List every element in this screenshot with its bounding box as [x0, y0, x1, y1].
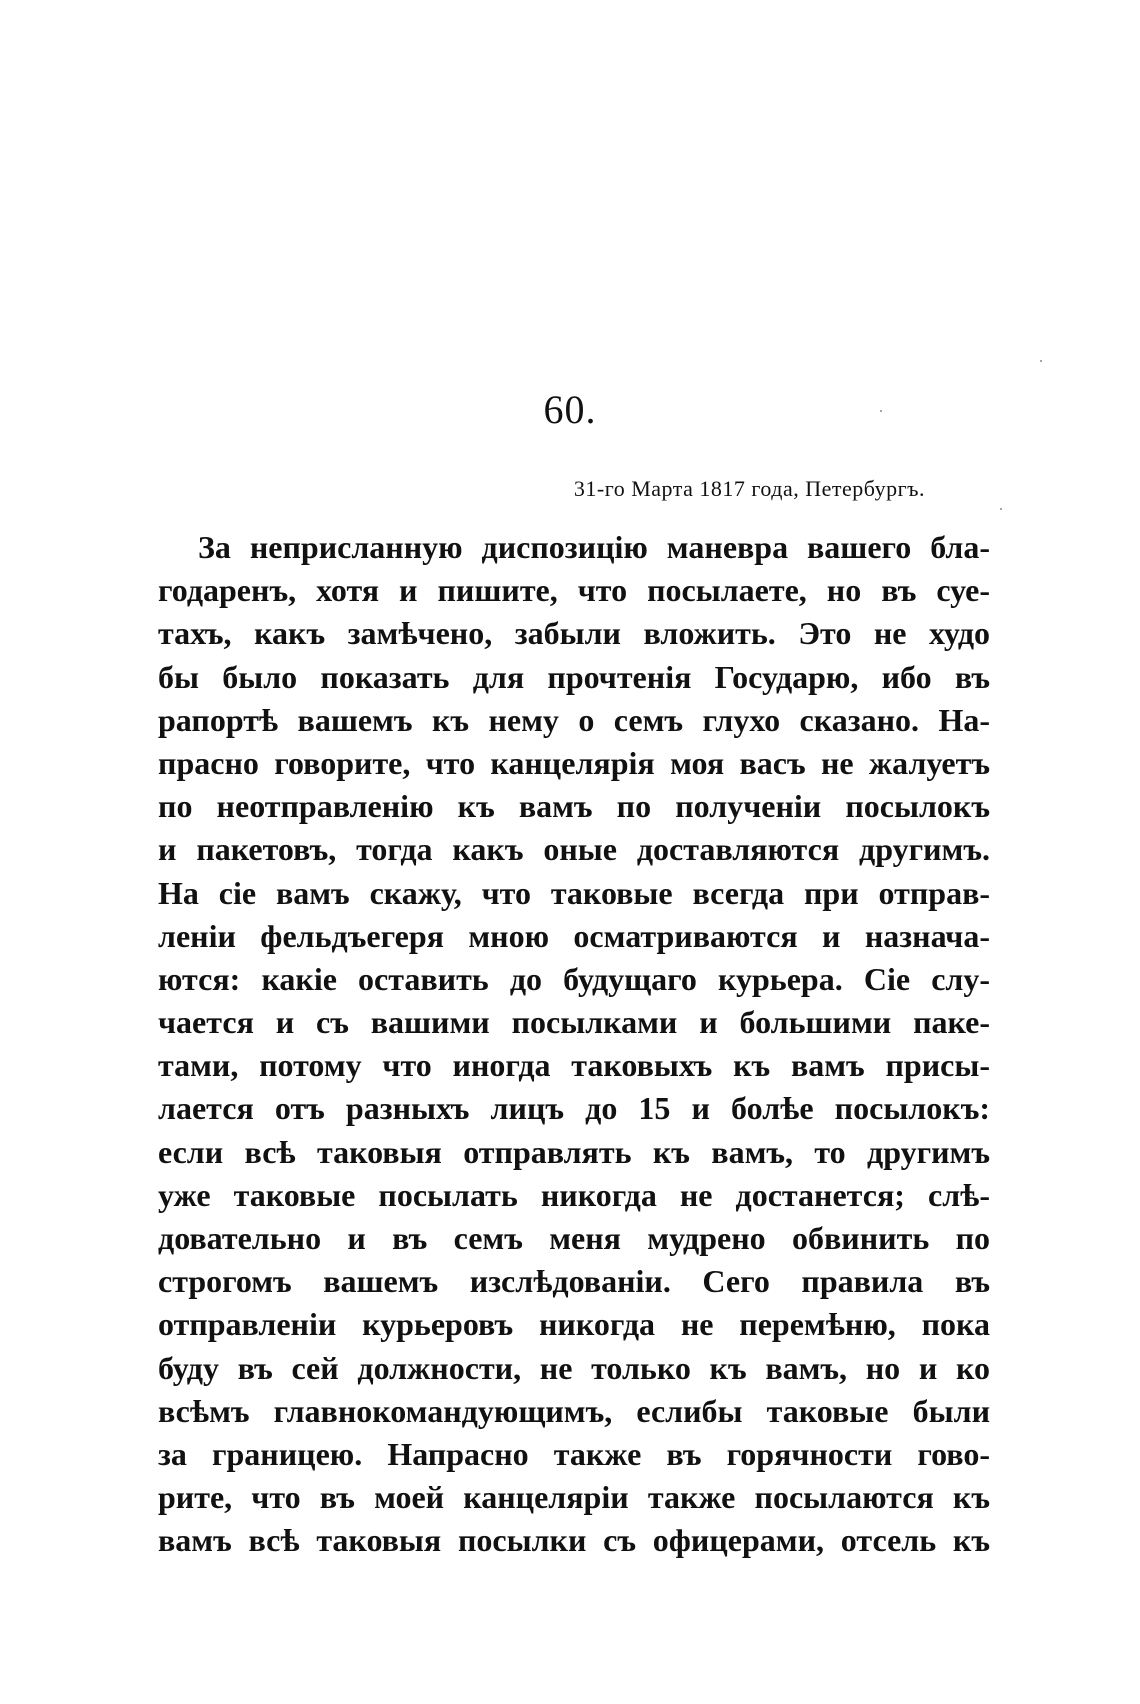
text-line: За неприсланную диспозицію маневра вашего бла-: [198, 529, 990, 565]
scan-speck: [1040, 360, 1042, 362]
text-line: тами, потому что иногда таковыхъ къ вамъ присы-: [158, 1047, 990, 1084]
scan-speck: [1000, 508, 1002, 510]
text-line: всѣмъ главнокомандующимъ, еслибы таковые были: [158, 1392, 990, 1429]
text-line: за границею. Напрасно также въ горячности гово-: [158, 1435, 990, 1472]
text-line: прасно говорите, что канцелярія моя васъ не жалуетъ: [158, 744, 990, 781]
text-line: рапортѣ вашемъ къ нему о семъ глухо сказано. На-: [158, 701, 990, 738]
text-line: тахъ, какъ замѣчено, забыли вложить. Это не худо: [158, 615, 990, 652]
text-line: рите, что въ моей канцеляріи также посылаются къ: [158, 1479, 990, 1516]
text-line: леніи фельдъегеря мною осматриваются и назнача-: [158, 917, 990, 954]
text-line: уже таковые посылать никогда не достанется; слѣ-: [158, 1176, 990, 1213]
text-line: довательно и въ семъ меня мудрено обвинить по: [158, 1220, 990, 1256]
letter-dateline: 31-го Марта 1817 года, Петербургъ.: [573, 476, 925, 501]
text-line: строгомъ вашемъ изслѣдованіи. Сего правила въ: [158, 1263, 990, 1300]
text-line: годаренъ, хотя и пишите, что посылаете, но въ суе-: [158, 572, 990, 609]
text-line: ются: какіе оставить до будущаго курьера. Сіе слу-: [158, 960, 990, 997]
text-line: На сіе вамъ скажу, что таковые всегда при отправ-: [158, 874, 990, 911]
text-line: вамъ всѣ таковыя посылки съ офицерами, отсель къ: [158, 1522, 990, 1559]
text-line: чается и съ вашими посылками и большими паке-: [158, 1004, 990, 1041]
text-line: отправленіи курьеровъ никогда не перемѣню, пока: [158, 1306, 990, 1343]
letter-number: 60.: [543, 387, 597, 432]
text-line: лается отъ разныхъ лицъ до 15 и болѣе посылокъ:: [158, 1090, 990, 1127]
text-line: и пакетовъ, тогда какъ оные доставляются другимъ.: [158, 831, 990, 868]
text-line: по неотправленію къ вамъ по полученіи посылокъ: [158, 788, 990, 825]
text-line: буду въ сей должности, не только къ вамъ, но и ко: [158, 1349, 990, 1386]
scan-speck: [880, 410, 882, 412]
text-line: бы было показать для прочтенія Государю, ибо въ: [158, 658, 990, 695]
letter-body: [158, 526, 990, 1563]
text-line: если всѣ таковыя отправлять къ вамъ, то другимъ: [158, 1133, 990, 1170]
